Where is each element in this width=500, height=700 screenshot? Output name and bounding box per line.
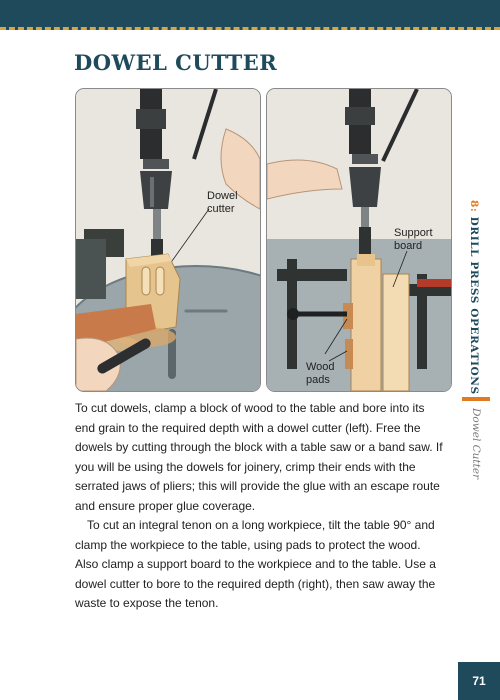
label-line: cutter (207, 203, 235, 215)
wood-pad (345, 339, 353, 369)
chapter-title: DRILL PRESS OPERATIONS (468, 216, 480, 395)
figure-dowel-cutter-left (75, 88, 261, 392)
figure-integral-tenon-right (266, 88, 452, 392)
chapter-tab-marker (462, 397, 490, 401)
chapter-number: 8: (468, 200, 480, 213)
paragraph: To cut dowels, clamp a block of wood to the table and bore into its end grain to the required depth with a dowel cutter (left). Free the dowels by cutting through the block with a table saw or a band saw. If you will be using the dowels for joinery, crimp their ends with the serrated jaws of pliers; this will provide the glue with an escape route and ensure proper glue coverage. (75, 401, 443, 513)
paragraph: To cut an integral tenon on a long workpiece, tilt the table 90° and clamp the workpiece to the table, using pads to protect the wood. Also clamp a support board to the workpiece and to the table. Use a dowel cutter to bore to the required depth (right), then saw away the waste to expose the tenon. (75, 518, 436, 610)
label-dowel-cutter (207, 190, 238, 216)
section-label: Dowel Cutter (470, 408, 482, 480)
drill-chuck (140, 171, 172, 209)
label-line: board (394, 240, 423, 252)
page-title: DOWEL CUTTER (74, 50, 278, 75)
chapter-tab-label (468, 200, 480, 395)
support-board (383, 274, 409, 391)
illustration-dowel-cutting (76, 89, 260, 391)
label-support-board (394, 227, 433, 253)
workpiece (351, 259, 381, 391)
label-line: Support (394, 227, 433, 239)
page-number: 71 (458, 662, 500, 700)
label-line: pads (306, 374, 330, 386)
body-text (75, 399, 443, 614)
clamp (417, 274, 427, 369)
top-decorative-band (0, 0, 500, 30)
label-wood-pads (306, 361, 335, 387)
label-line: Wood (306, 361, 335, 373)
label-line: Dowel (207, 190, 238, 202)
drill-chuck (349, 167, 381, 207)
